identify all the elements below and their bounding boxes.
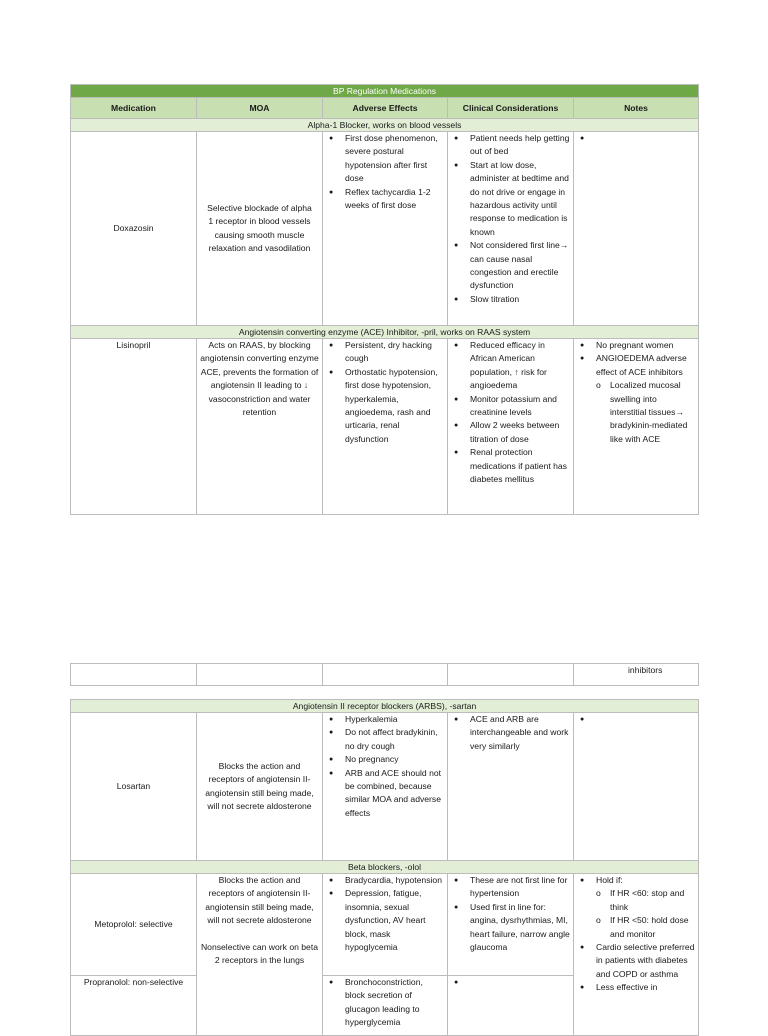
adverse-effects-list: [326, 339, 444, 446]
list-item: ● No pregnant women: [577, 339, 695, 352]
table-title: BP Regulation Medications: [71, 85, 699, 98]
section-beta-blockers: Beta blockers, -olol: [71, 861, 699, 874]
header-row: [71, 98, 699, 119]
notes-cell: [574, 339, 699, 515]
list-item: ● Allow 2 weeks between titration of dose: [451, 419, 570, 446]
list-item: ● ANGIOEDEMA adverse effect of ACE inhibitors: [577, 352, 695, 379]
notes-cell: [574, 132, 699, 326]
moa-text: Blocks the action and receptors of angiotensin II- angiotensin still being made, will not secrete aldosterone: [197, 713, 323, 861]
continued-notes-text: inhibitors: [628, 665, 663, 675]
list-item: ● Reflex tachycardia 1-2 weeks of first dose: [326, 186, 444, 213]
clinical-considerations-cell: [448, 976, 574, 1036]
list-item: ● Persistent, dry hacking cough: [326, 339, 444, 366]
clinical-considerations-list: [451, 713, 570, 753]
header-notes: Notes: [574, 98, 699, 119]
list-item: ● Start at low dose, administer at bedtime and do not drive or engage in hazardous activity until response to medication is known: [451, 159, 570, 239]
moa-text: Selective blockade of alpha 1 receptor in blood vessels causing smooth muscle relaxation and vasodilation: [197, 132, 323, 326]
list-item: ● Renal protection medications if patient has diabetes mellitus: [451, 446, 570, 486]
list-item: ● Cardio selective preferred in patients with diabetes and COPD or asthma: [577, 941, 695, 981]
notes-list: [577, 874, 695, 887]
list-item: ● Bradycardia, hypotension: [326, 874, 444, 887]
header-moa: MOA: [197, 98, 323, 119]
notes-cell: [574, 664, 699, 686]
list-item: ● Depression, fatigue, insomnia, sexual dysfunction, AV heart block, mask hypoglycemia: [326, 887, 444, 954]
adverse-effects-cell: [323, 339, 448, 515]
list-item: ● Used first in line for: angina, dysrhythmias, MI, heart failure, narrow angle glaucoma: [451, 901, 570, 955]
notes-sub-list: [594, 379, 695, 446]
notes-cell: [574, 874, 699, 1036]
adverse-effects-list: [326, 874, 444, 954]
clinical-considerations-cell: [448, 132, 574, 326]
medications-table-2: [70, 699, 699, 1036]
list-item: ● First dose phenomenon, severe postural hypotension after first dose: [326, 132, 444, 186]
section-ace-inhibitor: Angiotensin converting enzyme (ACE) Inhibitor, -pril, works on RAAS system: [71, 326, 699, 339]
clinical-considerations-cell: [448, 339, 574, 515]
list-item: o If HR <50: hold dose and monitor: [594, 914, 695, 941]
list-item: o Localized mucosal swelling into interstitial tissues→ bradykinin-mediated like with ACE: [594, 379, 695, 446]
list-item: o If HR <60: stop and think: [594, 887, 695, 914]
section-arb: Angiotensin II receptor blockers (ARBS), -sartan: [71, 700, 699, 713]
list-item: ● Slow titration: [451, 293, 570, 306]
list-item: ● These are not first line for hypertension: [451, 874, 570, 901]
empty-cell: [71, 664, 197, 686]
notes-list: [577, 339, 695, 379]
list-item: ● Hyperkalemia: [326, 713, 444, 726]
empty-cell: [448, 664, 574, 686]
list-item: ● ACE and ARB are interchangeable and work very similarly: [451, 713, 570, 753]
list-item: ● Monitor potassium and creatinine levels: [451, 393, 570, 420]
list-item: ● ARB and ACE should not be combined, because similar MOA and adverse effects: [326, 767, 444, 821]
list-item: ● Reduced efficacy in African American population, ↑ risk for angioedema: [451, 339, 570, 393]
notes-list: [577, 941, 695, 995]
list-item: ● Orthostatic hypotension, first dose hypotension, hyperkalemia, angioedema, rash and urticaria, renal dysfunction: [326, 366, 444, 446]
notes-sub-list: [594, 887, 695, 941]
clinical-considerations-cell: [448, 713, 574, 861]
list-item: ● Do not affect bradykinin, no dry cough: [326, 726, 444, 753]
medication-name: Losartan: [71, 713, 197, 861]
list-item: ● Bronchoconstriction, block secretion of glucagon leading to hyperglycemia: [326, 976, 444, 1030]
header-clinical-considerations: Clinical Considerations: [448, 98, 574, 119]
header-adverse-effects: Adverse Effects: [323, 98, 448, 119]
adverse-effects-list: [326, 713, 444, 820]
table-row-losartan: [71, 713, 699, 861]
list-item: ● No pregnancy: [326, 753, 444, 766]
section-alpha-blocker: Alpha-1 Blocker, works on blood vessels: [71, 119, 699, 132]
moa-text: Blocks the action and receptors of angiotensin II- angiotensin still being made, will not secrete aldosterone Nonselective can work on beta 2 receptors in the lungs: [197, 874, 323, 1036]
medication-name: Doxazosin: [71, 132, 197, 326]
adverse-effects-cell: [323, 132, 448, 326]
empty-cell: [197, 664, 323, 686]
adverse-effects-list: [326, 976, 444, 1030]
list-item: ● Patient needs help getting out of bed: [451, 132, 570, 159]
list-item: ● Not considered first line→ can cause nasal congestion and erectile dysfunction: [451, 239, 570, 293]
medication-name: Propranolol: non-selective: [71, 976, 197, 1036]
table-row-continuation: [71, 664, 699, 686]
table-row-doxazosin: [71, 132, 699, 326]
moa-text: Acts on RAAS, by blocking angiotensin converting enzyme ACE, prevents the formation of angiotensin II leading to ↓ vasoconstriction and water retention: [197, 339, 323, 515]
table-row-lisinopril: [71, 339, 699, 515]
medications-table-1: [70, 84, 699, 515]
adverse-effects-list: [326, 132, 444, 212]
empty-cell: [323, 664, 448, 686]
notes-cell: [574, 713, 699, 861]
clinical-considerations-list: [451, 339, 570, 486]
list-item: ● Less effective in: [577, 981, 695, 994]
clinical-considerations-list: [451, 132, 570, 306]
clinical-considerations-cell: [448, 874, 574, 976]
adverse-effects-cell: [323, 976, 448, 1036]
adverse-effects-cell: [323, 713, 448, 861]
header-medication: Medication: [71, 98, 197, 119]
table-row-metoprolol: [71, 874, 699, 976]
list-item: ● Hold if:: [577, 874, 695, 887]
adverse-effects-cell: [323, 874, 448, 976]
medications-table-continuation: [70, 663, 699, 686]
clinical-considerations-list: [451, 874, 570, 954]
medication-name: Metoprolol: selective: [71, 874, 197, 976]
medication-name: Lisinopril: [71, 339, 197, 515]
